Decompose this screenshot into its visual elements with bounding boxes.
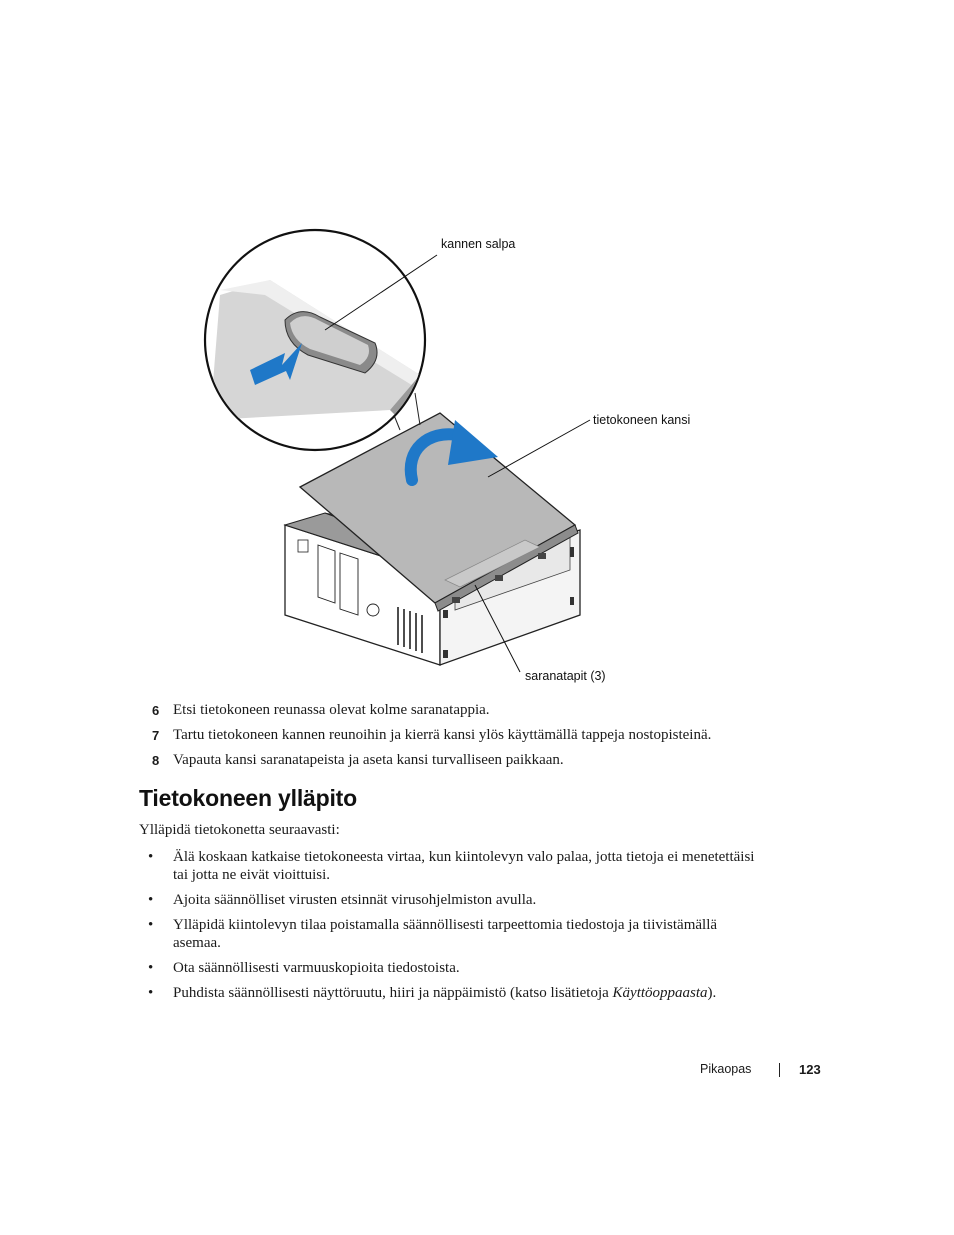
list-item-text: Puhdista säännöllisesti näyttöruutu, hiiri ja näppäimistö (katso lisätietoja Käyttöoppaasta).	[173, 985, 717, 1001]
page-number: 123	[799, 1062, 821, 1077]
list-item	[148, 891, 768, 909]
latch-detail-inset	[205, 230, 430, 450]
manual-title: Käyttöoppaasta	[612, 985, 708, 1001]
step-item	[152, 723, 792, 748]
section-intro: Ylläpidä tietokonetta seuraavasti:	[139, 822, 340, 838]
bullet-icon: •	[148, 985, 154, 1001]
illustration-svg	[190, 225, 720, 690]
step-text: Vapauta kansi saranatapeista ja aseta kansi turvalliseen paikkaan.	[173, 752, 564, 768]
list-item	[148, 984, 768, 1002]
list-item	[148, 916, 768, 952]
step-number: 6	[152, 703, 160, 718]
footer-divider	[779, 1063, 780, 1077]
list-item-text: Älä koskaan katkaise tietokoneesta virtaa, kun kiintolevyn valo palaa, jotta tietoja ei menetettäisi tai jotta ne eivät vioittuisi.	[173, 849, 755, 883]
section-heading: Tietokoneen ylläpito	[139, 785, 357, 811]
callout-cover: tietokoneen kansi	[593, 413, 691, 427]
callout-hinges: saranatapit (3)	[525, 669, 606, 683]
callout-latch: kannen salpa	[441, 237, 516, 251]
list-item-text: Ylläpidä kiintolevyn tilaa poistamalla säännöllisesti tarpeettomia tiedostoja ja tiivistämällä asemaa.	[173, 917, 718, 951]
computer-cover-illustration	[190, 225, 720, 690]
step-text: Tartu tietokoneen kannen reunoihin ja kierrä kansi ylös käyttämällä tappeja nostopisteinä.	[173, 727, 712, 743]
bullet-icon: •	[148, 917, 154, 933]
list-item-text: Ota säännöllisesti varmuuskopioita tiedostoista.	[173, 960, 460, 976]
step-number: 7	[152, 728, 160, 743]
list-item	[148, 959, 768, 977]
list-item-text: Ajoita säännölliset virusten etsinnät virusohjelmiston avulla.	[173, 892, 537, 908]
maintenance-list	[148, 848, 768, 1009]
list-item	[148, 848, 768, 884]
step-number: 8	[152, 753, 160, 768]
step-list	[152, 698, 792, 773]
bullet-icon: •	[148, 960, 154, 976]
bullet-icon: •	[148, 892, 154, 908]
page-footer	[700, 1062, 821, 1077]
footer-label: Pikaopas	[700, 1062, 752, 1076]
step-item	[152, 698, 792, 723]
step-item	[152, 748, 792, 773]
bullet-icon: •	[148, 849, 154, 865]
step-text: Etsi tietokoneen reunassa olevat kolme saranatappia.	[173, 702, 490, 718]
